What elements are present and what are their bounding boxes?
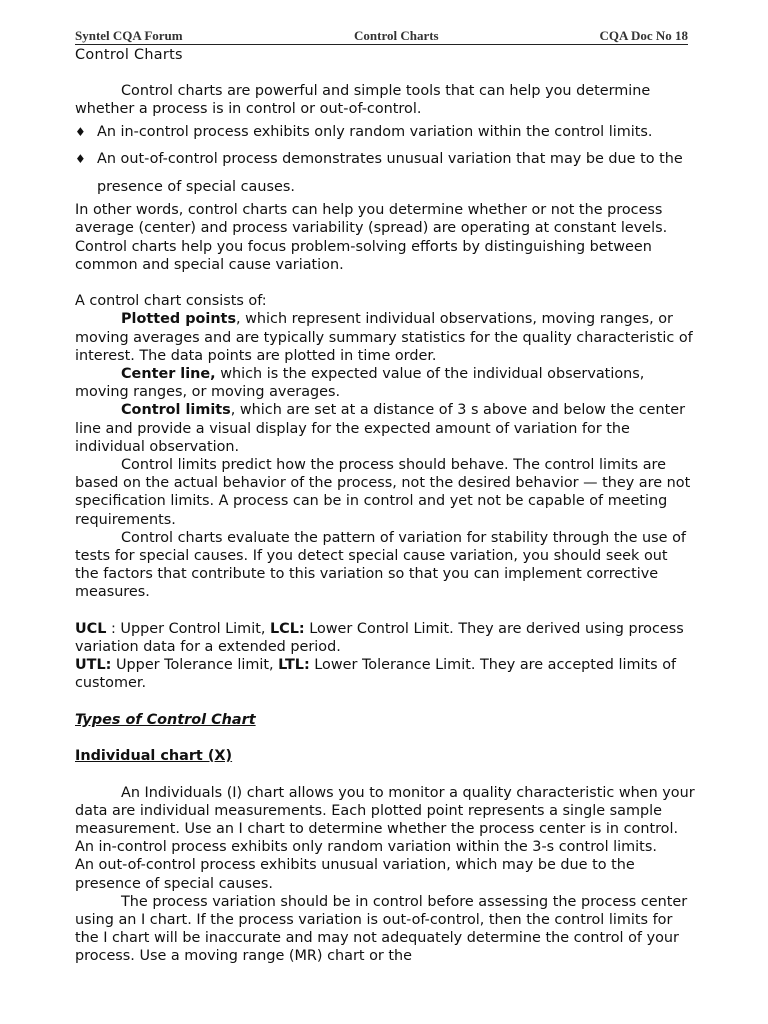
- bullet-text: An out-of-control process demonstrates unusual variation that may be due to the presence of special causes.: [97, 151, 683, 195]
- header-center: Control Charts: [354, 28, 439, 43]
- component-description: , which are set at a distance of 3 s above and below the center line and provide a visual display for the expected amount of variation for the individual observation.: [75, 402, 686, 455]
- lcl-text: Lower Control Limit. They are derived using process variation data for a extended period.: [75, 620, 684, 655]
- ucl-lcl-definition: [75, 620, 695, 656]
- intro-paragraph: Control charts are powerful and simple tools that can help you determine whether a process is in control or out-of-control.: [75, 83, 651, 118]
- component-control-limits: [75, 401, 695, 456]
- individual-paragraph: An out-of-control process exhibits unusual variation, which may be due to the presence of special causes.: [75, 857, 635, 892]
- ltl-text: Lower Tolerance Limit. They are accepted limits of customer.: [75, 657, 677, 692]
- component-center-line: [75, 365, 695, 401]
- ltl-term: LTL:: [278, 657, 310, 674]
- bullet-item: [75, 146, 695, 201]
- bullet-item: [75, 119, 695, 147]
- component-term: Control limits: [121, 402, 231, 419]
- other-words-paragraph: In other words, control charts can help you determine whether or not the process average (center) and process variability (spread) are operating at constant levels. Control charts help you focus problem-solving efforts by distinguishing between common and special cause variation.: [75, 202, 668, 273]
- utl-text: Upper Tolerance limit,: [111, 657, 279, 674]
- individual-paragraph: An in-control process exhibits only random variation within the 3-s control limits.: [75, 839, 657, 856]
- header-left: Syntel CQA Forum: [75, 28, 183, 43]
- utl-term: UTL:: [75, 657, 112, 674]
- page-header: [75, 26, 688, 45]
- bullet-text: An in-control process exhibits only random variation within the control limits.: [97, 123, 653, 140]
- individual-paragraph: The process variation should be in control before assessing the process center using an I chart. If the process variation is out-of-control, then the control limits for the I chart will be inaccurate and may not adequately determine the control of your process. Use a moving range (MR) chart or the: [75, 893, 688, 965]
- consists-of-line: A control chart consists of:: [75, 293, 267, 310]
- evaluate-paragraph: Control charts evaluate the pattern of variation for stability through the use of tests for special causes. If you detect special cause variation, you should seek out the factors that contribute to this variation so that you can implement corrective measures.: [75, 529, 686, 601]
- individual-paragraph: An Individuals (I) chart allows you to monitor a quality characteristic when your data are individual measurements. Each plotted point represents a single sample measurement. Use an I chart to determine whether the process center is in control.: [75, 784, 695, 837]
- page-title: Control Charts: [75, 47, 183, 63]
- predict-paragraph: Control limits predict how the process should behave. The control limits are based on the actual behavior of the process, not the desired behavior — they are not specification limits. A process can be in control and yet not be capable of meeting requirements.: [75, 456, 691, 528]
- utl-ltl-definition: [75, 656, 695, 692]
- lcl-term: LCL:: [269, 620, 305, 637]
- ucl-term: UCL: [75, 620, 107, 637]
- document-body: [75, 46, 695, 966]
- component-plotted-points: [75, 310, 695, 365]
- individual-chart-heading: Individual chart (X): [75, 748, 233, 765]
- component-description: which is the expected value of the individual observations, moving ranges, or moving averages.: [75, 365, 645, 401]
- component-term: Center line,: [121, 365, 216, 382]
- ucl-text: : Upper Control Limit,: [106, 620, 270, 637]
- component-description: , which represent individual observations, moving ranges, or moving averages and are typically summary statistics for the quality characteristic of interest. The data points are plotted in time order.: [75, 311, 693, 364]
- header-right: CQA Doc No 18: [599, 28, 688, 43]
- diamond-bullet-icon: ♦: [75, 124, 86, 139]
- types-heading: Types of Control Chart: [75, 711, 256, 728]
- component-term: Plotted points: [121, 311, 237, 328]
- diamond-bullet-icon: ♦: [75, 152, 86, 167]
